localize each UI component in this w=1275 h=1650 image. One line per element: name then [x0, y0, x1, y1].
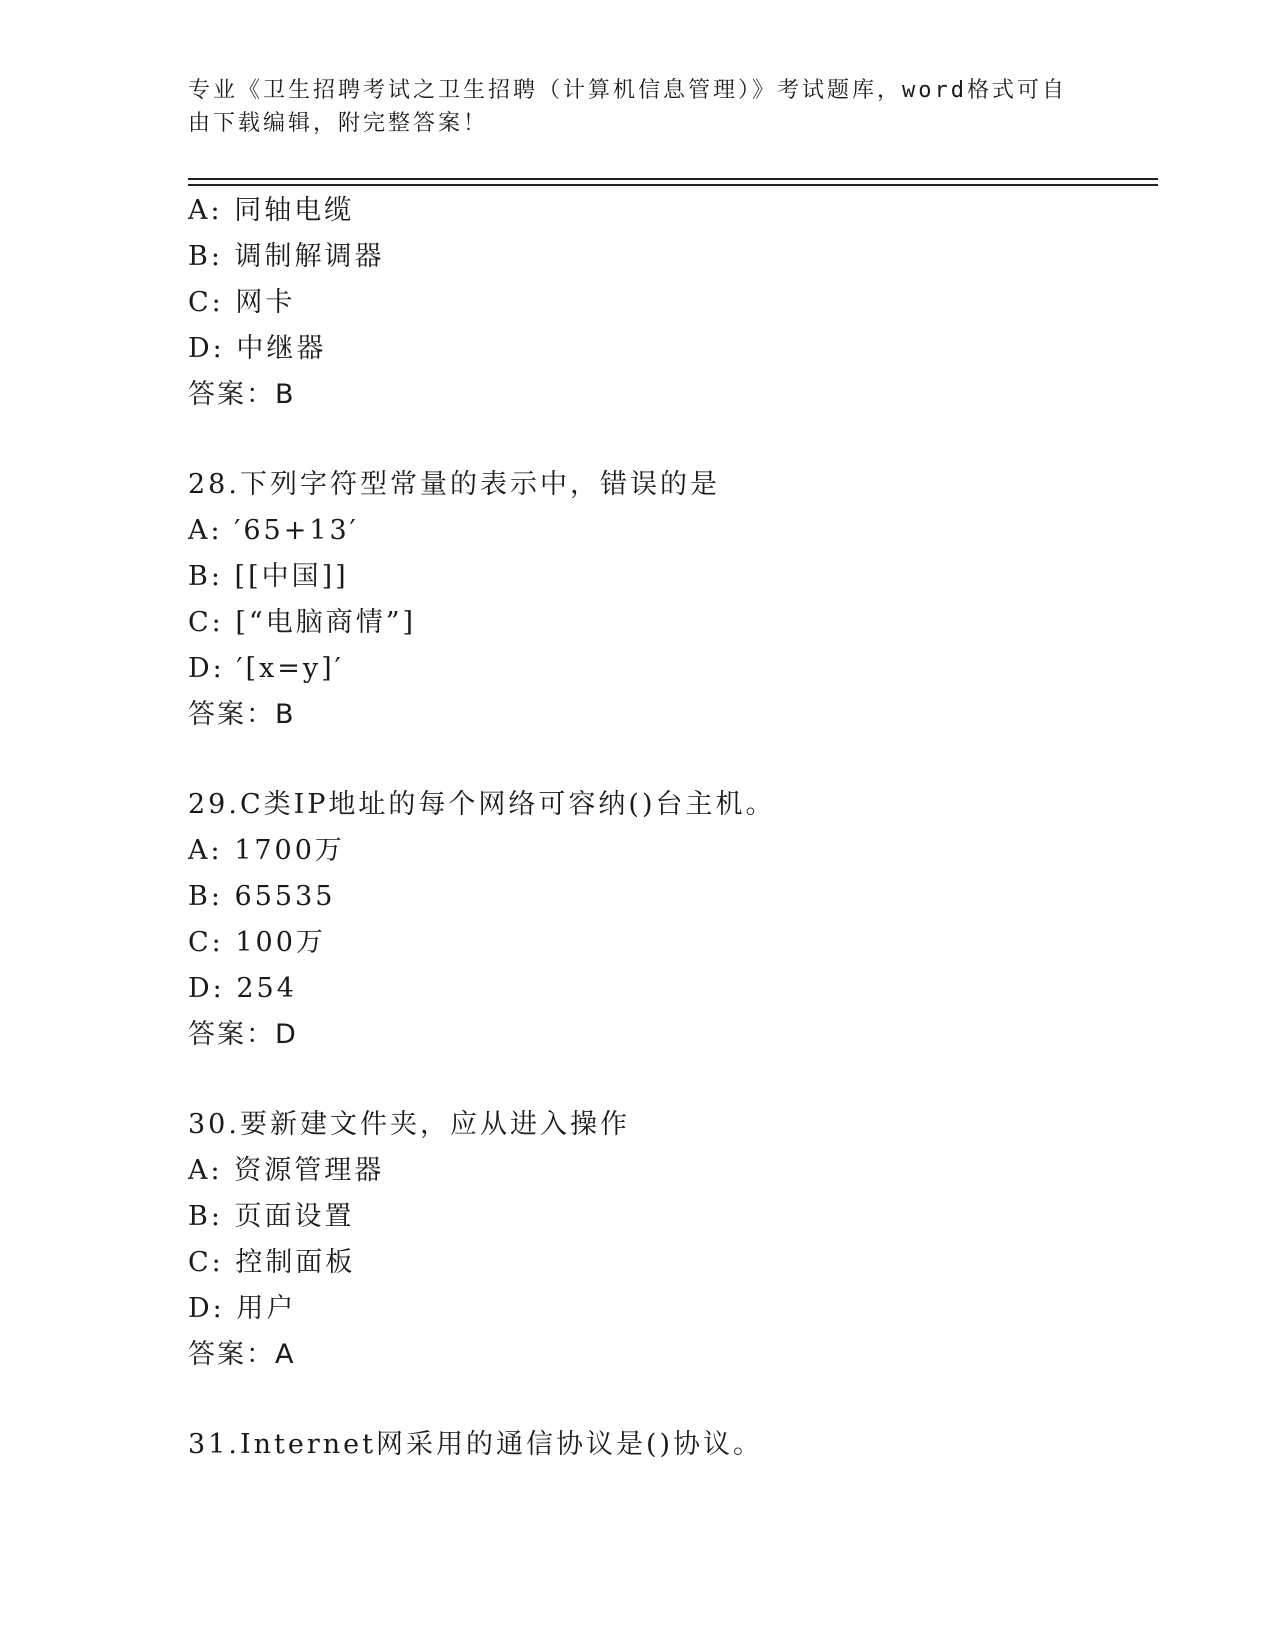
option-d — [188, 646, 1158, 692]
option-label: D: — [188, 973, 225, 1004]
option-text: 中继器 — [236, 333, 327, 364]
option-text: 同轴电缆 — [234, 195, 355, 226]
option-text: ′65+13′ — [234, 515, 359, 546]
option-label: C: — [188, 607, 224, 638]
option-label: A: — [188, 835, 223, 866]
option-label: C: — [188, 1247, 224, 1278]
option-d — [188, 966, 1158, 1012]
header-divider-top — [188, 178, 1158, 180]
option-a — [188, 188, 1158, 234]
option-a — [188, 828, 1158, 874]
question-31 — [188, 1422, 1158, 1468]
option-c — [188, 280, 1158, 326]
option-text: 65535 — [234, 881, 336, 912]
option-b — [188, 234, 1158, 280]
option-b — [188, 1194, 1158, 1240]
header-line-1: 专业《卫生招聘考试之卫生招聘（计算机信息管理）》考试题库，word格式可自 — [188, 78, 1067, 103]
header-divider-bottom — [188, 184, 1158, 186]
option-text: 1700万 — [234, 835, 345, 866]
option-label: B: — [188, 881, 223, 912]
answer: 答案：B — [188, 379, 296, 410]
option-label: C: — [188, 927, 224, 958]
question-title: 28.下列字符型常量的表示中，错误的是 — [188, 469, 720, 500]
option-b — [188, 874, 1158, 920]
option-label: B: — [188, 561, 223, 592]
option-label: A: — [188, 1155, 223, 1186]
question-28 — [188, 462, 1158, 738]
question-30 — [188, 1102, 1158, 1378]
option-label: C: — [188, 287, 224, 318]
option-d — [188, 1286, 1158, 1332]
option-label: D: — [188, 333, 225, 364]
question-29 — [188, 782, 1158, 1058]
document-header — [188, 74, 1088, 140]
option-a — [188, 1148, 1158, 1194]
option-label: B: — [188, 1201, 223, 1232]
question-title: 30.要新建文件夹，应从进入操作 — [188, 1109, 630, 1140]
option-text: 资源管理器 — [234, 1155, 385, 1186]
option-text: 网卡 — [235, 287, 296, 318]
option-text: 254 — [236, 973, 297, 1004]
answer: 答案：B — [188, 699, 296, 730]
header-line-2: 由下载编辑，附完整答案！ — [188, 111, 489, 136]
option-text: [“电脑商情”] — [235, 607, 417, 638]
option-c — [188, 1240, 1158, 1286]
option-c — [188, 600, 1158, 646]
option-text: 调制解调器 — [234, 241, 385, 272]
option-label: A: — [188, 195, 223, 226]
option-text: [[中国]] — [234, 561, 349, 592]
question-27 — [188, 188, 1158, 418]
question-list — [188, 188, 1158, 1468]
option-label: B: — [188, 241, 223, 272]
option-text: 页面设置 — [234, 1201, 355, 1232]
option-text: 用户 — [236, 1293, 297, 1324]
option-text: 控制面板 — [235, 1247, 356, 1278]
answer: 答案：D — [188, 1019, 298, 1050]
option-label: D: — [188, 1293, 225, 1324]
option-d — [188, 326, 1158, 372]
option-text: ′[x=y]′ — [236, 653, 344, 684]
answer: 答案：A — [188, 1339, 296, 1370]
option-label: D: — [188, 653, 225, 684]
option-label: A: — [188, 515, 223, 546]
option-b — [188, 554, 1158, 600]
option-text: 100万 — [235, 927, 326, 958]
question-title: 31.Internet网采用的通信协议是()协议。 — [188, 1429, 764, 1460]
option-c — [188, 920, 1158, 966]
question-title: 29.C类IP地址的每个网络可容纳()台主机。 — [188, 789, 776, 820]
option-a — [188, 508, 1158, 554]
